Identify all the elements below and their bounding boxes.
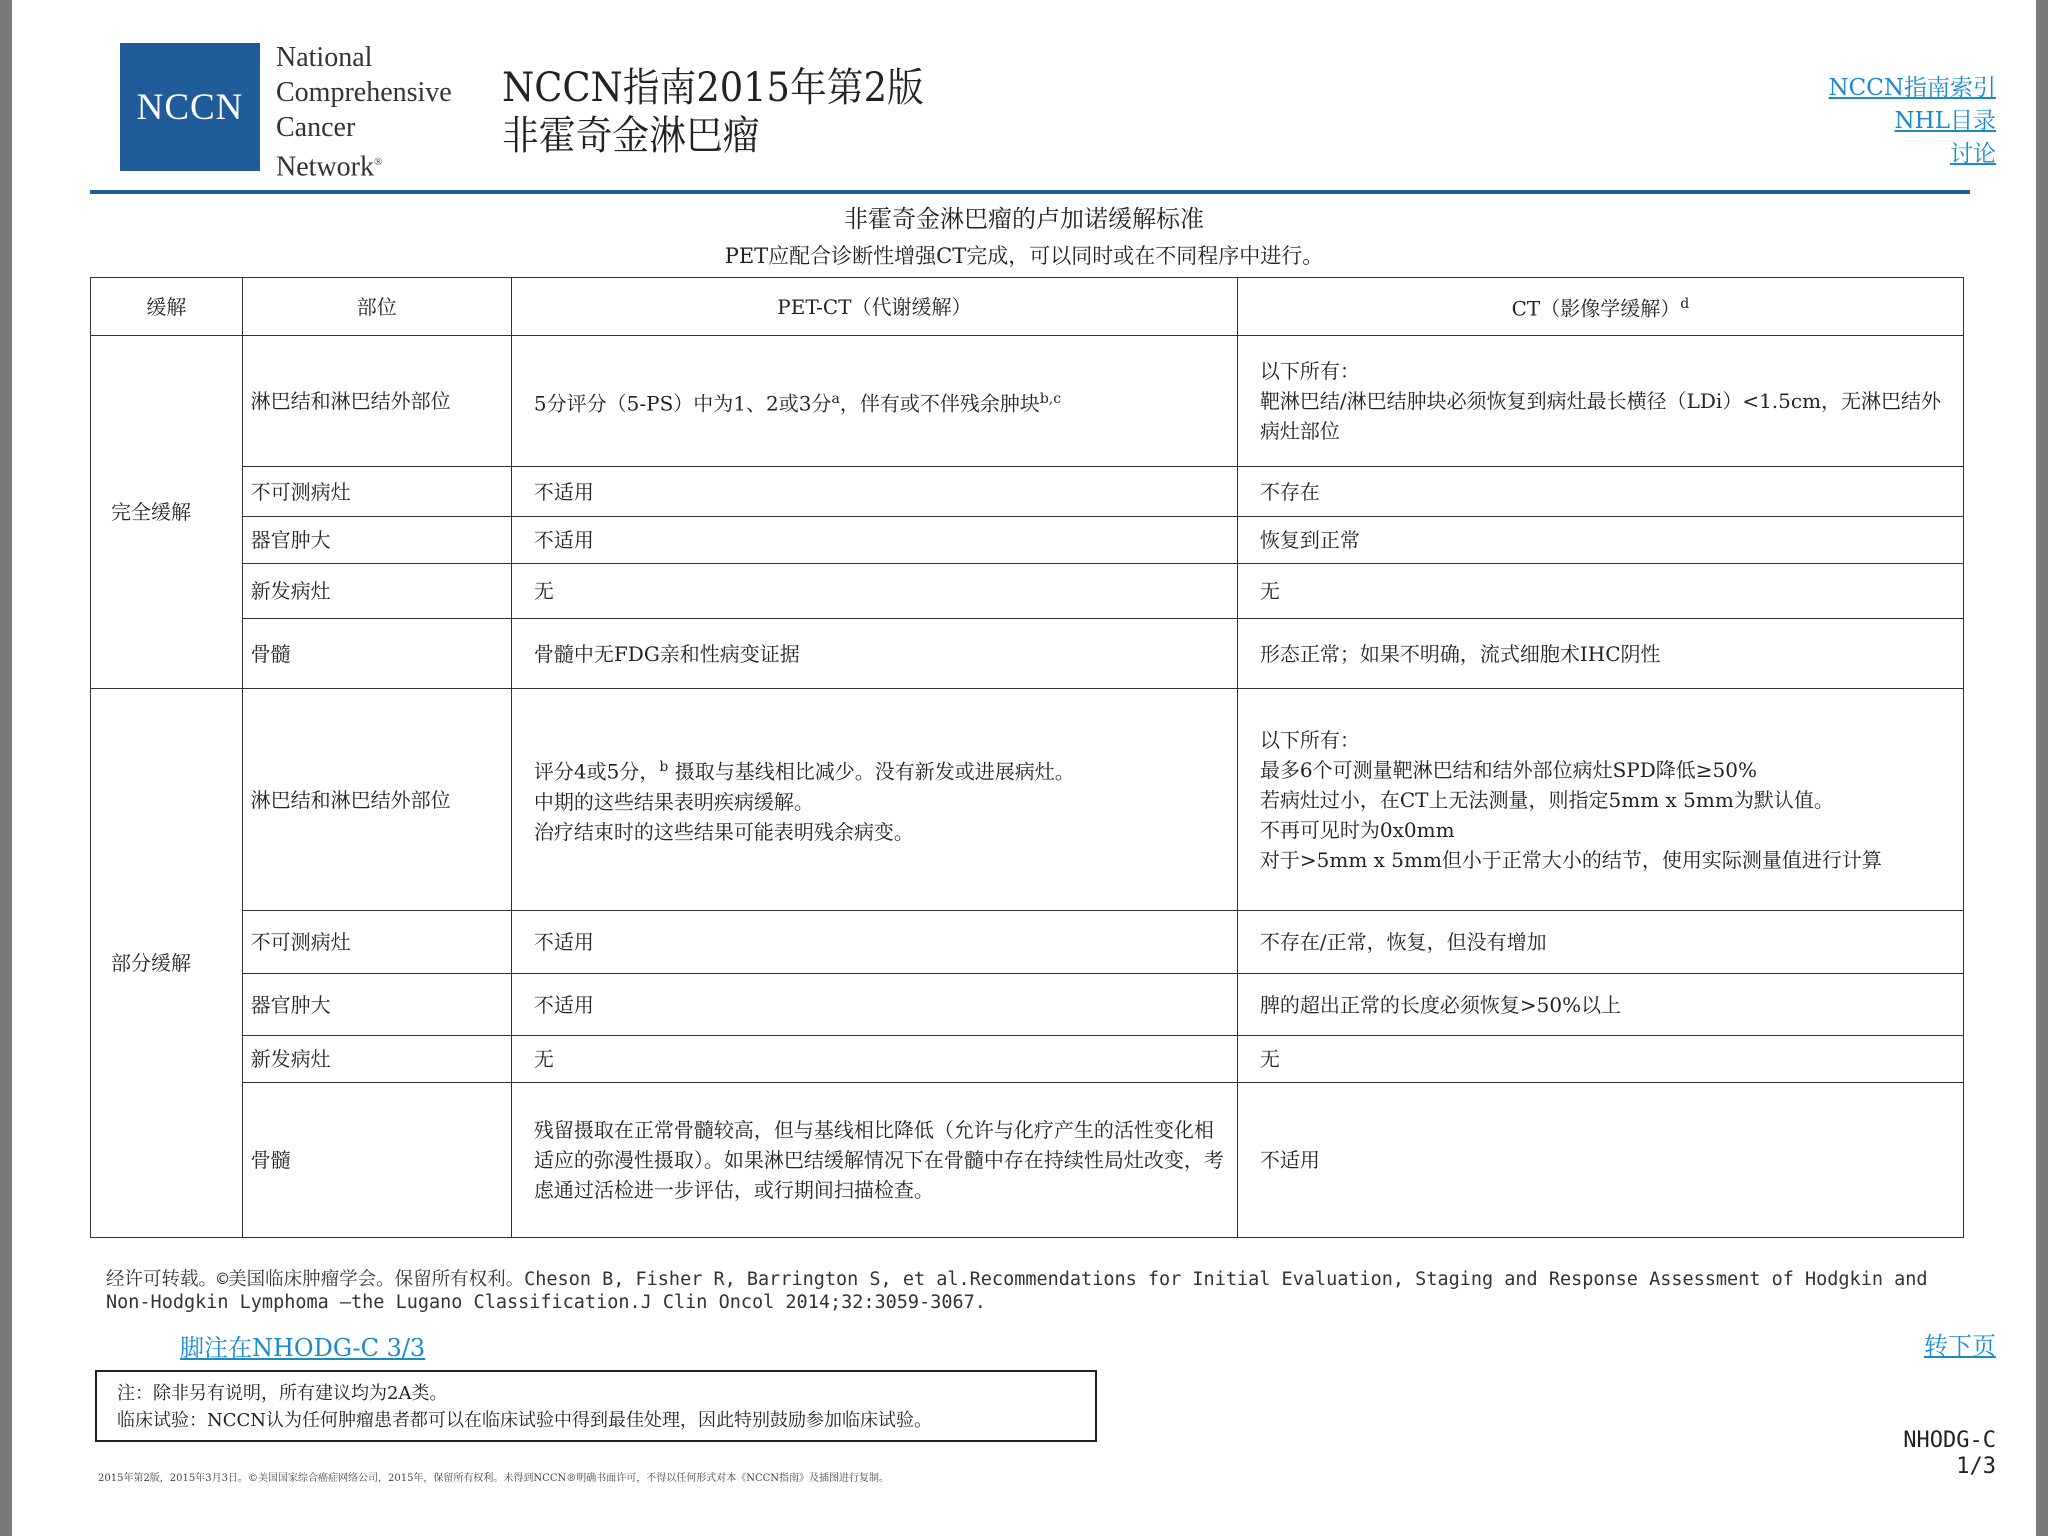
logo-line: Comprehensive <box>276 77 452 108</box>
footnote-link[interactable]: 脚注在NHODG-C 3/3 <box>180 1334 426 1362</box>
ct-line: 最多6个可测量靶淋巴结和结外部位病灶SPD降低≥50% <box>1259 757 1758 782</box>
table-row <box>91 467 1964 517</box>
response-criteria-table <box>90 277 1964 1238</box>
ct-cell: 恢复到正常 <box>1237 517 1963 564</box>
site-cell: 骨髓 <box>242 619 511 689</box>
ct-line: 以下所有： <box>1259 359 1360 383</box>
pet-cell: 不适用 <box>511 911 1237 974</box>
note-category: 注：除非另有说明，所有建议均为2A类。 <box>117 1383 448 1404</box>
ct-cell: 脾的超出正常的长度必须恢复>50%以上 <box>1237 974 1963 1036</box>
ct-line: 若病灶过小，在CT上无法测量，则指定5mm x 5mm为默认值。 <box>1259 787 1834 812</box>
group-partial-response: 部分缓解 <box>91 689 243 1238</box>
header-ct <box>1237 278 1963 336</box>
footnote-mark: d <box>1680 296 1690 313</box>
table-row <box>91 517 1964 564</box>
title-line-1: NCCN指南2015年第2版 <box>502 65 924 111</box>
footnote-mark: b,c <box>1039 390 1062 407</box>
header-ct-text: CT（影像学缓解） <box>1511 296 1681 321</box>
next-page-link[interactable]: 转下页 <box>1924 1332 1996 1360</box>
link-guideline-index[interactable]: NCCN指南索引 <box>1828 75 1996 101</box>
ct-line: 对于>5mm x 5mm但小于正常大小的结节，使用实际测量值进行计算 <box>1259 847 1882 872</box>
ct-cell: 不存在 <box>1237 467 1963 517</box>
pet-cell: 骨髓中无FDG亲和性病变证据 <box>511 619 1237 689</box>
logo-line: National <box>276 42 373 73</box>
ct-line: 靶淋巴结/淋巴结肿块必须恢复到病灶最长横径（LDi）<1.5cm，无淋巴结外病灶部位 <box>1259 389 1942 443</box>
page-code <box>1903 1428 1996 1480</box>
ct-cell: 不适用 <box>1237 1083 1963 1238</box>
pet-cell: 残留摄取在正常骨髓较高，但与基线相比降低（允许与化疗产生的活性变化相适应的弥漫性摄取）。如果淋巴结缓解情况下在骨髓中存在持续性局灶改变，考虑通过活检进一步评估，或行期间扫描检查。 <box>511 1083 1237 1238</box>
table-header-row <box>91 278 1964 336</box>
site-cell: 不可测病灶 <box>242 911 511 974</box>
note-box <box>95 1370 1097 1442</box>
ct-cell <box>1237 689 1963 911</box>
pet-cell <box>511 689 1237 911</box>
site-cell: 新发病灶 <box>242 564 511 619</box>
site-cell: 器官肿大 <box>242 974 511 1036</box>
ct-cell <box>1237 336 1963 467</box>
pet-cell: 不适用 <box>511 974 1237 1036</box>
document-title <box>502 64 924 160</box>
permission-citation: 经许可转载。©美国临床肿瘤学会。保留所有权利。Cheson B, Fisher R, Barrington S, et al.Recommendations for Initial Evaluation, Staging and Response Assessment of Hodgkin and Non-Hodgkin Lymphoma —the Lugano Classification.J Clin Oncol 2014;32:3059-3067. <box>106 1269 1928 1313</box>
logo-wordmark <box>276 40 452 184</box>
page-code-id: NHODG-C <box>1903 1428 1996 1453</box>
site-cell: 骨髓 <box>242 1083 511 1238</box>
ct-cell: 无 <box>1237 1036 1963 1083</box>
pet-line: 治疗结束时的这些结果可能表明残余病变。 <box>533 819 914 844</box>
page <box>12 0 2036 1536</box>
page-number: 1/3 <box>1956 1454 1996 1479</box>
pet-text: ，伴有或不伴残余肿块 <box>839 391 1040 416</box>
header-site: 部位 <box>242 278 511 336</box>
pet-line <box>534 752 1229 787</box>
group-complete-response: 完全缓解 <box>91 336 243 689</box>
site-cell: 器官肿大 <box>242 517 511 564</box>
copyright-line: 2015年第2版，2015年3月3日。©美国国家综合癌症网络公司，2015年，保留所有权利。未得到NCCN®明确书面许可，不得以任何形式对本《NCCN指南》及插图进行复制。 <box>98 1473 890 1484</box>
footnote-mark: a <box>831 390 840 407</box>
logo-registered-mark: ® <box>373 156 383 168</box>
table-row <box>91 911 1964 974</box>
logo-abbr: NCCN <box>136 86 244 128</box>
pet-text: 评分4或5分， <box>533 759 660 784</box>
link-nhl-toc[interactable]: NHL目录 <box>1894 108 1996 134</box>
site-cell: 淋巴结和淋巴结外部位 <box>242 689 511 911</box>
table-row <box>91 336 1964 467</box>
pet-text: 5分评分（5-PS）中为1、2或3分 <box>533 391 832 416</box>
header-pet-ct: PET-CT（代谢缓解） <box>511 278 1237 336</box>
logo-line-text: Network <box>276 151 374 183</box>
note-clinical-trials: 临床试验：NCCN认为任何肿瘤患者都可以在临床试验中得到最佳处理，因此特别鼓励参加临床试验。 <box>117 1410 933 1431</box>
pet-line: 中期的这些结果表明疾病缓解。 <box>533 789 814 814</box>
table-row <box>91 974 1964 1036</box>
pet-cell: 不适用 <box>511 517 1237 564</box>
ct-line: 以下所有： <box>1259 727 1360 752</box>
table-row <box>91 619 1964 689</box>
ct-cell: 无 <box>1237 564 1963 619</box>
pet-cell: 不适用 <box>511 467 1237 517</box>
pet-cell: 无 <box>511 1036 1237 1083</box>
header-divider <box>90 190 1970 194</box>
footnote-mark: b <box>659 759 669 776</box>
ct-cell: 形态正常；如果不明确，流式细胞术IHC阴性 <box>1237 619 1963 689</box>
ct-cell: 不存在/正常，恢复，但没有增加 <box>1237 911 1963 974</box>
pet-cell: 无 <box>511 564 1237 619</box>
table-row <box>91 564 1964 619</box>
section-subtitle: PET应配合诊断性增强CT完成，可以同时或在不同程序中进行。 <box>724 244 1324 268</box>
pet-cell <box>511 336 1237 467</box>
header-response: 缓解 <box>91 278 243 336</box>
nccn-logo <box>120 43 260 171</box>
header-nav <box>1829 72 1996 171</box>
site-cell: 淋巴结和淋巴结外部位 <box>242 336 511 467</box>
title-line-2: 非霍奇金淋巴瘤 <box>502 113 760 159</box>
table-row <box>91 1083 1964 1238</box>
table-row <box>91 689 1964 911</box>
site-cell: 不可测病灶 <box>242 467 511 517</box>
section-title: 非霍奇金淋巴瘤的卢加诺缓解标准 <box>844 205 1204 233</box>
pet-text: 摄取与基线相比减少。没有新发或进展病灶。 <box>674 759 1075 784</box>
logo-line <box>276 145 452 184</box>
link-discussion[interactable]: 讨论 <box>1950 141 1996 167</box>
table-row <box>91 1036 1964 1083</box>
site-cell: 新发病灶 <box>242 1036 511 1083</box>
ct-line: 不再可见时为0x0mm <box>1259 817 1455 842</box>
logo-line: Cancer <box>276 112 356 143</box>
